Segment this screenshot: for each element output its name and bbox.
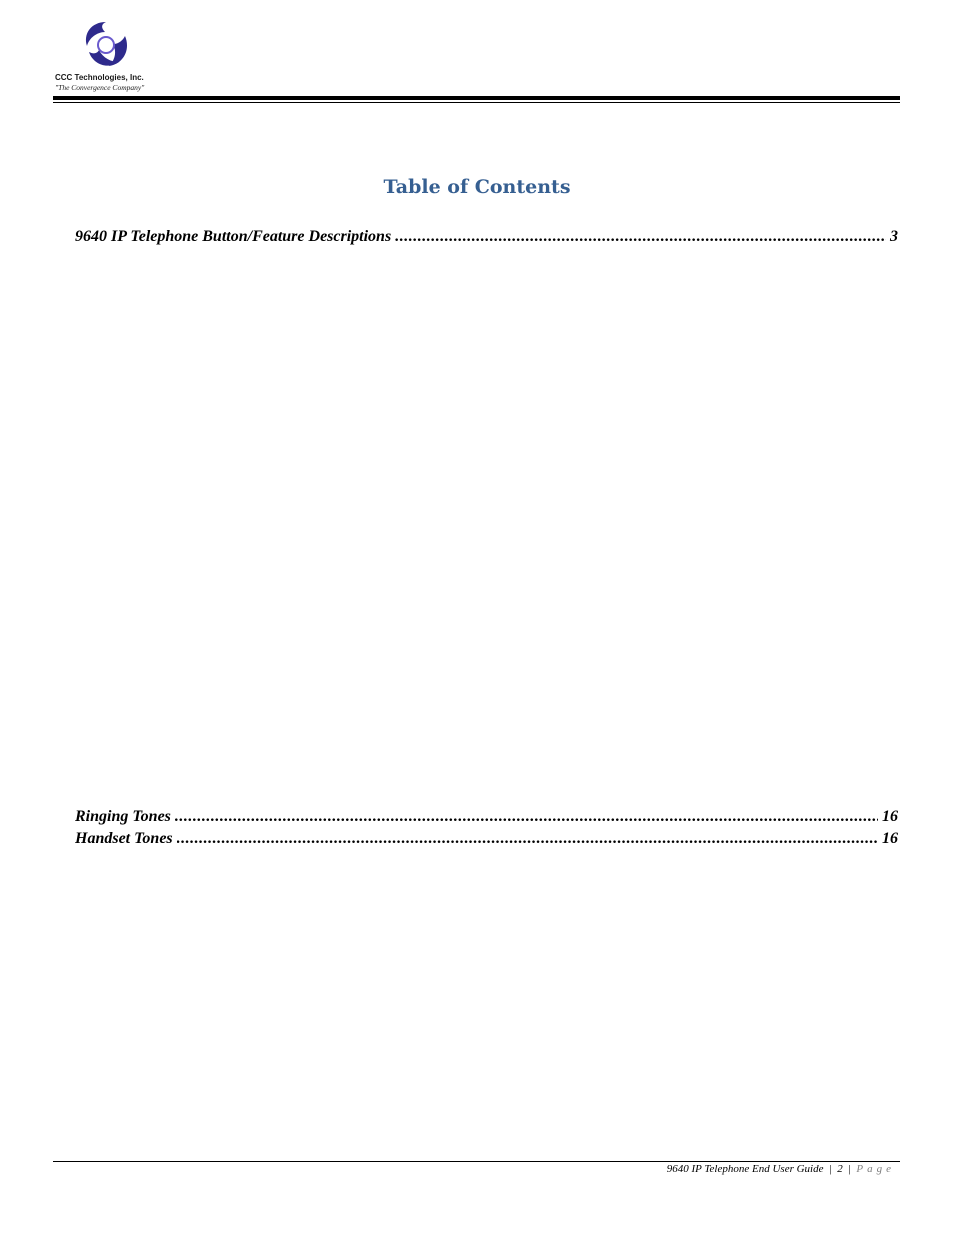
footer-rule bbox=[53, 1161, 900, 1162]
page-footer bbox=[667, 1163, 895, 1175]
toc-dot-leader bbox=[175, 807, 878, 827]
toc-entry-text: Ringing Tones bbox=[75, 808, 171, 825]
header-rule-thin bbox=[53, 102, 900, 103]
header-rule-thick bbox=[53, 96, 900, 100]
footer-page-word: Page bbox=[856, 1163, 895, 1175]
toc-entry-ringing-tones[interactable] bbox=[75, 807, 898, 827]
toc-entry-page: 16 bbox=[882, 808, 898, 825]
toc-title: Table of Contents bbox=[383, 176, 571, 198]
toc-entry-button-feature-descriptions[interactable] bbox=[75, 227, 898, 247]
footer-separator: | bbox=[848, 1163, 851, 1175]
toc-entry-text: Handset Tones bbox=[75, 830, 173, 847]
toc-entry-text: 9640 IP Telephone Button/Feature Descriptions bbox=[75, 228, 392, 245]
toc-dot-leader bbox=[177, 829, 878, 849]
toc-entry-page: 3 bbox=[890, 228, 898, 245]
company-logo bbox=[53, 18, 163, 98]
company-tagline: "The Convergence Company" bbox=[55, 83, 145, 92]
footer-separator: | bbox=[829, 1163, 832, 1175]
toc-dot-leader bbox=[395, 227, 886, 247]
footer-page-number: 2 bbox=[837, 1163, 843, 1175]
toc-entry-handset-tones[interactable] bbox=[75, 829, 898, 849]
ccc-swirl-logo-icon bbox=[79, 18, 133, 70]
company-name: CCC Technologies, Inc. bbox=[55, 73, 144, 82]
toc-entry-page: 16 bbox=[882, 830, 898, 847]
footer-doc-title: 9640 IP Telephone End User Guide bbox=[666, 1163, 824, 1175]
